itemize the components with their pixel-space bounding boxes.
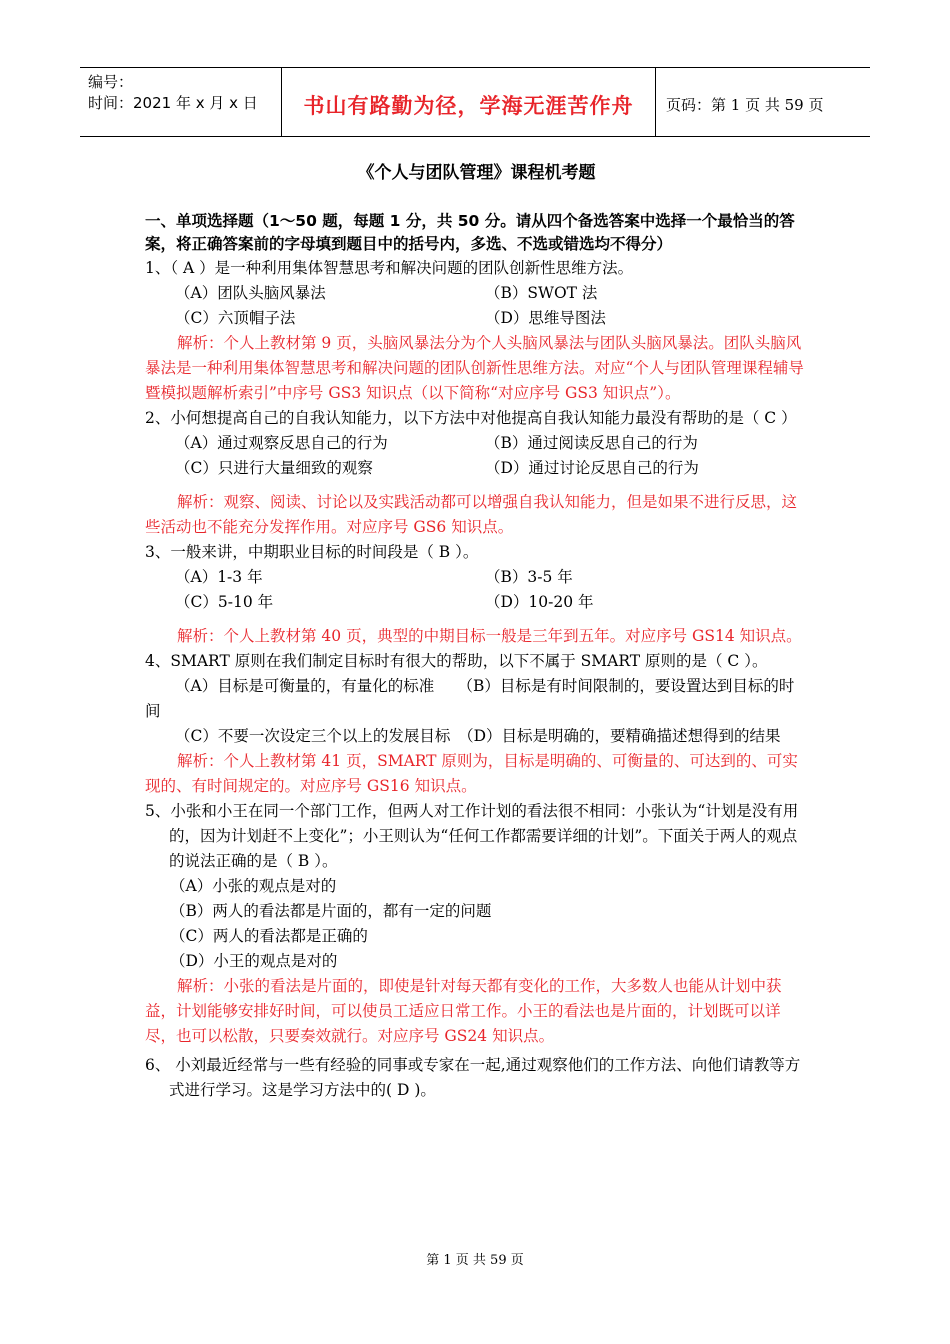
question-1-stem: 1、（ A ）是一种利用集体智慧思考和解决问题的团队创新性思维方法。 [145, 259, 634, 277]
question-4-options-row-2: （C）不要一次设定三个以上的发展目标 （D）目标是明确的，要精确描述想得到的结果 [175, 727, 781, 745]
question-4-explanation: 解析：个人上教材第 41 页，SMART 原则为，目标是明确的、可衡量的、可达到的、可实现的、有时间规定的。对应序号 GS16 知识点。 [145, 752, 798, 795]
option: （D）10-20 年 [485, 593, 594, 611]
question-4-options-row-1: （A）目标是可衡量的，有量化的标准 （B）目标是有时间限制的，要设置达到目标的时间 [145, 677, 795, 720]
header-page-info: 页码：第 1 页 共 59 页 [666, 95, 824, 114]
option: （C）5-10 年 [175, 593, 274, 611]
question-6-stem: 6、 小刘最近经常与一些有经验的同事或专家在一起,通过观察他们的工作方法、向他们请教等方式进行学习。这是学习方法中的( D )。 [145, 1056, 801, 1099]
question-2-options-row-1 [145, 431, 808, 456]
question-3-explanation: 解析：个人上教材第 40 页，典型的中期目标一般是三年到五年。对应序号 GS14 知识点。 [177, 627, 802, 645]
option: （A）1-3 年 [175, 568, 263, 586]
time-label: 时间：2021 年 x 月 x 日 [88, 94, 258, 112]
question-3-options-row-2 [145, 590, 808, 615]
header-motto: 书山有路勤为径，学海无涯苦作舟 [282, 68, 656, 136]
option: （D）通过讨论反思自己的行为 [485, 459, 699, 477]
question-4-stem: 4、SMART 原则在我们制定目标时有很大的帮助，以下不属于 SMART 原则的是（ C ）。 [145, 652, 768, 670]
question-5-stem: 5、小张和小王在同一个部门工作，但两人对工作计划的看法很不相同：小张认为“计划是没有用的，因为计划赶不上变化”；小王则认为“任何工作都需要详细的计划”。下面关于两人的观点的说法正确的是（ B ）。 [145, 802, 799, 870]
section-heading: 一、单项选择题（1～50 题，每题 1 分，共 50 分。请从四个备选答案中选择一个最恰当的答案，将正确答案前的字母填到题目中的括号内，多选、不选或错选均不得分） [145, 212, 795, 253]
question-1-explanation: 解析：个人上教材第 9 页，头脑风暴法分为个人头脑风暴法与团队头脑风暴法。团队头脑风暴法是一种利用集体智慧思考和解决问题的团队创新性思维方法。对应“个人与团队管理课程辅导暨模拟题解析索引”中序号 GS3 知识点（以下简称“对应序号 GS3 知识点”）。 [145, 334, 804, 402]
option: （A）小张的观点是对的 [170, 877, 337, 895]
question-3-stem: 3、一般来讲，中期职业目标的时间段是（ B ）。 [145, 543, 479, 561]
question-1-options-row-1 [145, 281, 808, 306]
option: （C）只进行大量细致的观察 [175, 459, 373, 477]
header-meta [80, 68, 282, 136]
option: （A）团队头脑风暴法 [175, 284, 326, 302]
option: （B）SWOT 法 [485, 284, 598, 302]
option: （B）通过阅读反思自己的行为 [485, 434, 698, 452]
question-1-options-row-2 [145, 306, 808, 331]
page-title: 《个人与团队管理》课程机考题 [357, 163, 596, 183]
option: （D）思维导图法 [485, 309, 606, 327]
code-label: 编号： [88, 73, 134, 91]
page-footer: 第 1 页 共 59 页 [426, 1253, 524, 1268]
option: （B）3-5 年 [485, 568, 573, 586]
option: （A）通过观察反思自己的行为 [175, 434, 388, 452]
question-3-options-row-1 [145, 565, 808, 590]
question-2-options-row-2 [145, 456, 808, 481]
option: （D）小王的观点是对的 [170, 952, 338, 970]
option: （C）六顶帽子法 [175, 309, 296, 327]
option: （C）两人的看法都是正确的 [170, 927, 368, 945]
question-5-explanation: 解析：小张的看法是片面的，即使是针对每天都有变化的工作，大多数人也能从计划中获益，计划能够安排好时间，可以使员工适应日常工作。小王的看法也是片面的，计划既可以详尽，也可以松散，只要奏效就行。对应序号 GS24 知识点。 [145, 977, 782, 1045]
question-2-stem: 2、小何想提高自己的自我认知能力，以下方法中对他提高自我认知能力最没有帮助的是（ C ） [145, 409, 797, 427]
option: （B）两人的看法都是片面的，都有一定的问题 [170, 902, 492, 920]
document-header [80, 67, 870, 137]
document-body [145, 158, 808, 1103]
question-2-explanation: 解析：观察、阅读、讨论以及实践活动都可以增强自我认知能力，但是如果不进行反思，这些活动也不能充分发挥作用。对应序号 GS6 知识点。 [145, 493, 798, 536]
